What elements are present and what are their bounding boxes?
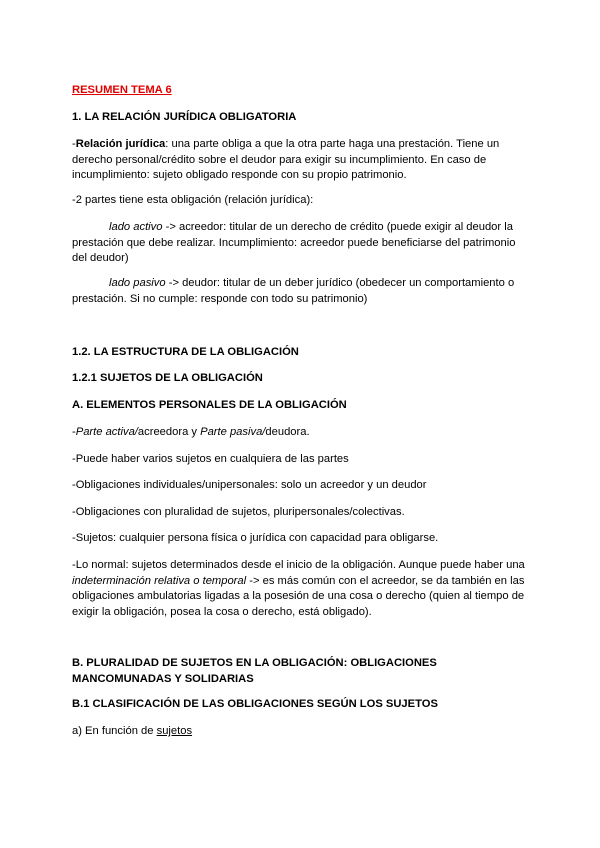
section-1-2-heading: 1.2. LA ESTRUCTURA DE LA OBLIGACIÓN [72,346,299,358]
paragraph-lado-pasivo: lado pasivo -> deudor: titular de un deber jurídico (obedecer un comportamiento o prestación. Si no cumple: responde con todo su patrimonio) [72,277,515,305]
paragraph-relacion-juridica: -Relación jurídica: una parte obliga a que la otra parte haga una prestación. Tiene un derecho personal/crédito sobre el deudor para exigir su incumplimiento. En caso de incumplimiento: sujeto obligado responde con su propio patrimonio. [72,138,500,182]
paragraph-lado-activo: lado activo -> acreedor: titular de un derecho de crédito (puede exigir al deudor la prestación que debe realizar. Incumplimiento: acreedor puede beneficiarse del patrimonio del deudor) [72,221,516,265]
document-title: RESUMEN TEMA 6 [72,84,172,96]
paragraph-lo-normal: -Lo normal: sujetos determinados desde el inicio de la obligación. Aunque puede haber una indeterminación relativa o temporal -> es más común con el acreedor, se da también en las obligaciones ambulatorias ligadas a la posesión de una cosa o derecho (quien al tiempo de exigir la obligación, posea la cosa o derecho, está obligado). [72,559,525,618]
section-b-heading: B. PLURALIDAD DE SUJETOS EN LA OBLIGACIÓN: OBLIGACIONES MANCOMUNADAS Y SOLIDARIAS [72,657,437,685]
paragraph-obligaciones-pluralidad: -Obligaciones con pluralidad de sujetos, pluripersonales/colectivas. [72,506,405,518]
paragraph-en-funcion-de-sujetos: a) En función de sujetos [72,725,193,737]
paragraph-sujetos: -Sujetos: cualquier persona física o jurídica con capacidad para obligarse. [72,532,439,544]
paragraph-varios-sujetos: -Puede haber varios sujetos en cualquiera de las partes [72,453,349,465]
section-a-heading: A. ELEMENTOS PERSONALES DE LA OBLIGACIÓN [72,399,347,411]
paragraph-partes-activa-pasiva: -Parte activa/acreedora y Parte pasiva/deudora. [72,426,310,438]
section-1-heading: 1. LA RELACIÓN JURÍDICA OBLIGATORIA [72,111,297,123]
section-1-2-1-heading: 1.2.1 SUJETOS DE LA OBLIGACIÓN [72,372,263,384]
section-b1-heading: B.1 CLASIFICACIÓN DE LAS OBLIGACIONES SEGÚN LOS SUJETOS [72,698,438,710]
paragraph-obligaciones-individuales: -Obligaciones individuales/unipersonales: solo un acreedor y un deudor [72,479,427,491]
paragraph-partes: -2 partes tiene esta obligación (relación jurídica): [72,194,314,206]
